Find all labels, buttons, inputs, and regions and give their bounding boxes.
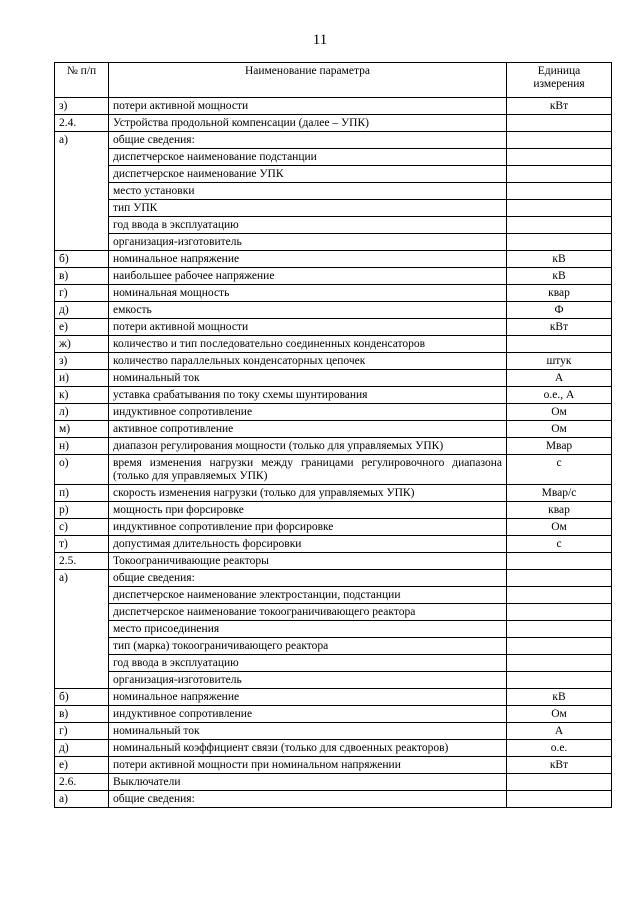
parameter-name: Выключатели <box>109 774 507 791</box>
row-number: д) <box>55 302 109 319</box>
row-number: г) <box>55 723 109 740</box>
row-number: з) <box>55 353 109 370</box>
parameter-name: тип УПК <box>109 200 507 217</box>
parameter-name: год ввода в эксплуатацию <box>109 217 507 234</box>
unit-of-measure <box>507 115 612 132</box>
table-row <box>55 98 612 115</box>
unit-of-measure: квар <box>507 502 612 519</box>
table-row <box>55 570 612 587</box>
row-number: к) <box>55 387 109 404</box>
header-num: № п/п <box>55 63 109 98</box>
unit-of-measure <box>507 132 612 149</box>
parameter-name: Токоограничивающие реакторы <box>109 553 507 570</box>
row-number: е) <box>55 757 109 774</box>
row-number <box>55 638 109 655</box>
row-number <box>55 604 109 621</box>
table-row <box>55 791 612 808</box>
table-row <box>55 655 612 672</box>
parameter-name: диспетчерское наименование токоограничивающего реактора <box>109 604 507 621</box>
table-row <box>55 387 612 404</box>
unit-of-measure: Мвар/с <box>507 485 612 502</box>
parameter-name: номинальный ток <box>109 723 507 740</box>
parameter-name: место присоединения <box>109 621 507 638</box>
table-row <box>55 485 612 502</box>
parameter-name: наибольшее рабочее напряжение <box>109 268 507 285</box>
row-number: т) <box>55 536 109 553</box>
unit-of-measure <box>507 336 612 353</box>
parameter-name: общие сведения: <box>109 570 507 587</box>
table-row <box>55 604 612 621</box>
table-row <box>55 353 612 370</box>
table-row <box>55 285 612 302</box>
unit-of-measure <box>507 234 612 251</box>
table-row <box>55 553 612 570</box>
parameter-name: общие сведения: <box>109 791 507 808</box>
row-number: е) <box>55 319 109 336</box>
table-row <box>55 502 612 519</box>
row-number: р) <box>55 502 109 519</box>
unit-of-measure: штук <box>507 353 612 370</box>
table-row <box>55 638 612 655</box>
row-number <box>55 621 109 638</box>
row-number: д) <box>55 740 109 757</box>
unit-of-measure <box>507 183 612 200</box>
table-row <box>55 621 612 638</box>
parameter-name: мощность при форсировке <box>109 502 507 519</box>
parameter-name: диспетчерское наименование электростанции, подстанции <box>109 587 507 604</box>
table-header-row <box>55 63 612 98</box>
unit-of-measure <box>507 166 612 183</box>
table-row <box>55 370 612 387</box>
row-number <box>55 183 109 200</box>
row-number: л) <box>55 404 109 421</box>
table-row <box>55 740 612 757</box>
row-number <box>55 149 109 166</box>
parameter-name: потери активной мощности при номинальном напряжении <box>109 757 507 774</box>
unit-of-measure: кВ <box>507 251 612 268</box>
table-row <box>55 336 612 353</box>
row-number: г) <box>55 285 109 302</box>
parameter-name: индуктивное сопротивление <box>109 706 507 723</box>
parameter-name: индуктивное сопротивление при форсировке <box>109 519 507 536</box>
table-row <box>55 706 612 723</box>
parameter-name: уставка срабатывания по току схемы шунтирования <box>109 387 507 404</box>
row-number: п) <box>55 485 109 502</box>
table-row <box>55 149 612 166</box>
row-number: н) <box>55 438 109 455</box>
unit-of-measure <box>507 200 612 217</box>
parameter-name: организация-изготовитель <box>109 234 507 251</box>
parameter-name: организация-изготовитель <box>109 672 507 689</box>
unit-of-measure: кВт <box>507 319 612 336</box>
table-row <box>55 519 612 536</box>
unit-of-measure: А <box>507 370 612 387</box>
unit-of-measure: о.е. <box>507 740 612 757</box>
table-row <box>55 251 612 268</box>
parameter-name: индуктивное сопротивление <box>109 404 507 421</box>
unit-of-measure <box>507 604 612 621</box>
unit-of-measure <box>507 621 612 638</box>
row-number: а) <box>55 132 109 149</box>
parameter-name: потери активной мощности <box>109 319 507 336</box>
parameter-name: номинальный коэффициент связи (только для сдвоенных реакторов) <box>109 740 507 757</box>
header-name: Наименование параметра <box>109 63 507 98</box>
table-row <box>55 774 612 791</box>
row-number: 2.4. <box>55 115 109 132</box>
table-row <box>55 183 612 200</box>
parameter-name: номинальное напряжение <box>109 251 507 268</box>
unit-of-measure: Ф <box>507 302 612 319</box>
row-number: з) <box>55 98 109 115</box>
unit-of-measure <box>507 672 612 689</box>
row-number: в) <box>55 706 109 723</box>
parameter-name: диспетчерское наименование УПК <box>109 166 507 183</box>
row-number <box>55 166 109 183</box>
row-number: 2.6. <box>55 774 109 791</box>
table-row <box>55 455 612 485</box>
parameter-name: диапазон регулирования мощности (только для управляемых УПК) <box>109 438 507 455</box>
unit-of-measure: квар <box>507 285 612 302</box>
unit-of-measure <box>507 570 612 587</box>
table-row <box>55 200 612 217</box>
unit-of-measure: Ом <box>507 421 612 438</box>
table-row <box>55 319 612 336</box>
table-row <box>55 234 612 251</box>
row-number <box>55 234 109 251</box>
row-number <box>55 655 109 672</box>
table-row <box>55 587 612 604</box>
row-number: м) <box>55 421 109 438</box>
parameter-name: емкость <box>109 302 507 319</box>
parameter-name: количество и тип последовательно соединенных конденсаторов <box>109 336 507 353</box>
table-row <box>55 421 612 438</box>
parameter-name: номинальная мощность <box>109 285 507 302</box>
row-number: а) <box>55 791 109 808</box>
parameter-name: Устройства продольной компенсации (далее – УПК) <box>109 115 507 132</box>
table-row <box>55 166 612 183</box>
unit-of-measure: Мвар <box>507 438 612 455</box>
unit-of-measure: с <box>507 536 612 553</box>
table-row <box>55 723 612 740</box>
unit-of-measure <box>507 217 612 234</box>
table-row <box>55 536 612 553</box>
parameter-name: номинальное напряжение <box>109 689 507 706</box>
row-number: а) <box>55 570 109 587</box>
unit-of-measure: кВт <box>507 757 612 774</box>
unit-of-measure <box>507 638 612 655</box>
header-unit: Единица измерения <box>507 63 612 98</box>
unit-of-measure: с <box>507 455 612 485</box>
table-row <box>55 689 612 706</box>
unit-of-measure: Ом <box>507 706 612 723</box>
unit-of-measure: кВ <box>507 268 612 285</box>
unit-of-measure: кВт <box>507 98 612 115</box>
row-number: с) <box>55 519 109 536</box>
table-row <box>55 672 612 689</box>
row-number: о) <box>55 455 109 485</box>
table-row <box>55 268 612 285</box>
row-number <box>55 217 109 234</box>
table-body <box>55 98 612 808</box>
parameter-name: номинальный ток <box>109 370 507 387</box>
parameter-name: время изменения нагрузки между границами регулировочного диапазона (только для управляемых УПК) <box>109 455 507 485</box>
parameter-name: год ввода в эксплуатацию <box>109 655 507 672</box>
unit-of-measure <box>507 149 612 166</box>
page-number: 11 <box>312 32 328 48</box>
parameter-name: допустимая длительность форсировки <box>109 536 507 553</box>
parameter-name: скорость изменения нагрузки (только для управляемых УПК) <box>109 485 507 502</box>
parameter-name: потери активной мощности <box>109 98 507 115</box>
unit-of-measure: Ом <box>507 404 612 421</box>
table-row <box>55 217 612 234</box>
unit-of-measure: о.е., А <box>507 387 612 404</box>
row-number: и) <box>55 370 109 387</box>
unit-of-measure <box>507 774 612 791</box>
row-number: в) <box>55 268 109 285</box>
unit-of-measure: А <box>507 723 612 740</box>
row-number: б) <box>55 689 109 706</box>
unit-of-measure: Ом <box>507 519 612 536</box>
table-row <box>55 757 612 774</box>
parameter-name: тип (марка) токоограничивающего реактора <box>109 638 507 655</box>
parameter-name: диспетчерское наименование подстанции <box>109 149 507 166</box>
unit-of-measure: кВ <box>507 689 612 706</box>
parameter-name: активное сопротивление <box>109 421 507 438</box>
unit-of-measure <box>507 553 612 570</box>
table-row <box>55 404 612 421</box>
unit-of-measure <box>507 587 612 604</box>
row-number: б) <box>55 251 109 268</box>
row-number <box>55 200 109 217</box>
row-number: ж) <box>55 336 109 353</box>
row-number <box>55 587 109 604</box>
table-row <box>55 115 612 132</box>
row-number <box>55 672 109 689</box>
table-row <box>55 438 612 455</box>
parameters-table <box>54 62 612 808</box>
table-row <box>55 302 612 319</box>
parameter-name: место установки <box>109 183 507 200</box>
row-number: 2.5. <box>55 553 109 570</box>
parameter-name: количество параллельных конденсаторных цепочек <box>109 353 507 370</box>
parameter-name: общие сведения: <box>109 132 507 149</box>
unit-of-measure <box>507 655 612 672</box>
table-row <box>55 132 612 149</box>
unit-of-measure <box>507 791 612 808</box>
